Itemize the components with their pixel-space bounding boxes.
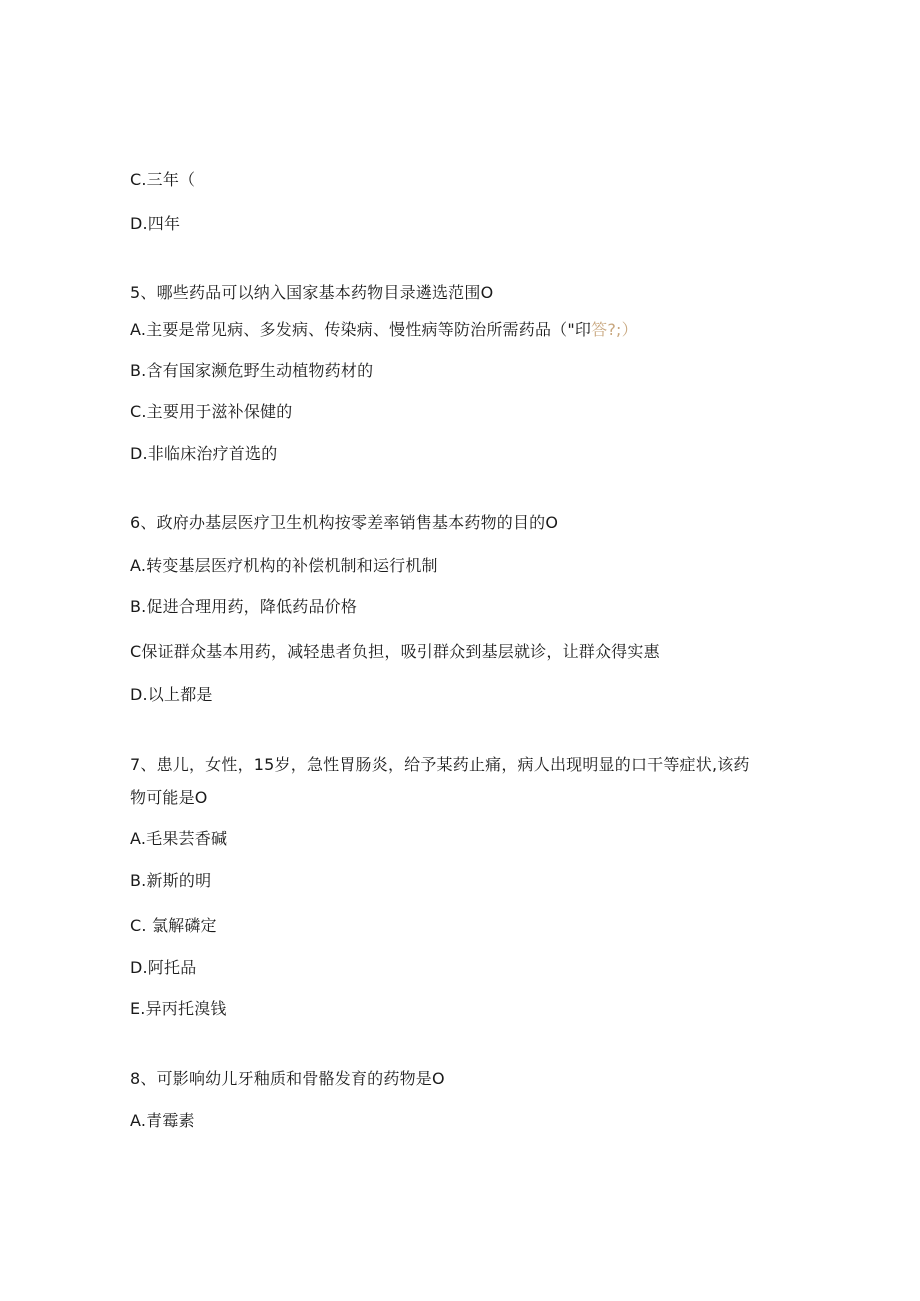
q8-option-a: A.青霉素 <box>130 1111 195 1130</box>
q5-option-c: C.主要用于滋补保健的 <box>130 402 293 421</box>
q7-option-b: B.新斯的明 <box>130 871 212 890</box>
q4-option-c: C.三年（ <box>130 170 196 189</box>
q6-option-d: D.以上都是 <box>130 685 213 704</box>
q7-option-a: A.毛果芸香碱 <box>130 829 228 848</box>
q7-option-d: D.阿托品 <box>130 958 197 977</box>
q5-option-a-text: A.主要是常见病、多发病、传染病、慢性病等防治所需药品（"印 <box>130 320 592 339</box>
q5-option-b: B.含有国家濒危野生动植物药材的 <box>130 361 374 380</box>
q7-option-c: C. 氯解磷定 <box>130 916 217 935</box>
q6-option-b: B.促进合理用药，降低药品价格 <box>130 597 358 616</box>
q7-question-line1: 7、患儿，女性，15岁，急性胃肠炎，给予某药止痛，病人出现明显的口干等症状,该药 <box>130 755 750 774</box>
q5-option-a <box>130 320 638 340</box>
q6-option-c: C保证群众基本用药，减轻患者负担，吸引群众到基层就诊，让群众得实惠 <box>130 642 660 661</box>
q8-question: 8、可影响幼儿牙釉质和骨骼发育的药物是O <box>130 1069 445 1088</box>
q6-option-a: A.转变基层医疗机构的补偿机制和运行机制 <box>130 556 438 575</box>
q7-option-e: E.异丙托溴钱 <box>130 999 227 1018</box>
q4-option-d: D.四年 <box>130 214 181 233</box>
q7-question-line2: 物可能是O <box>130 788 208 807</box>
q5-question: 5、哪些药品可以纳入国家基本药物目录遴选范围O <box>130 283 494 302</box>
q5-option-d: D.非临床治疗首选的 <box>130 444 278 463</box>
q5-option-a-faint-text: 答?;） <box>591 320 638 339</box>
q6-question: 6、政府办基层医疗卫生机构按零差率销售基本药物的目的O <box>130 513 559 532</box>
